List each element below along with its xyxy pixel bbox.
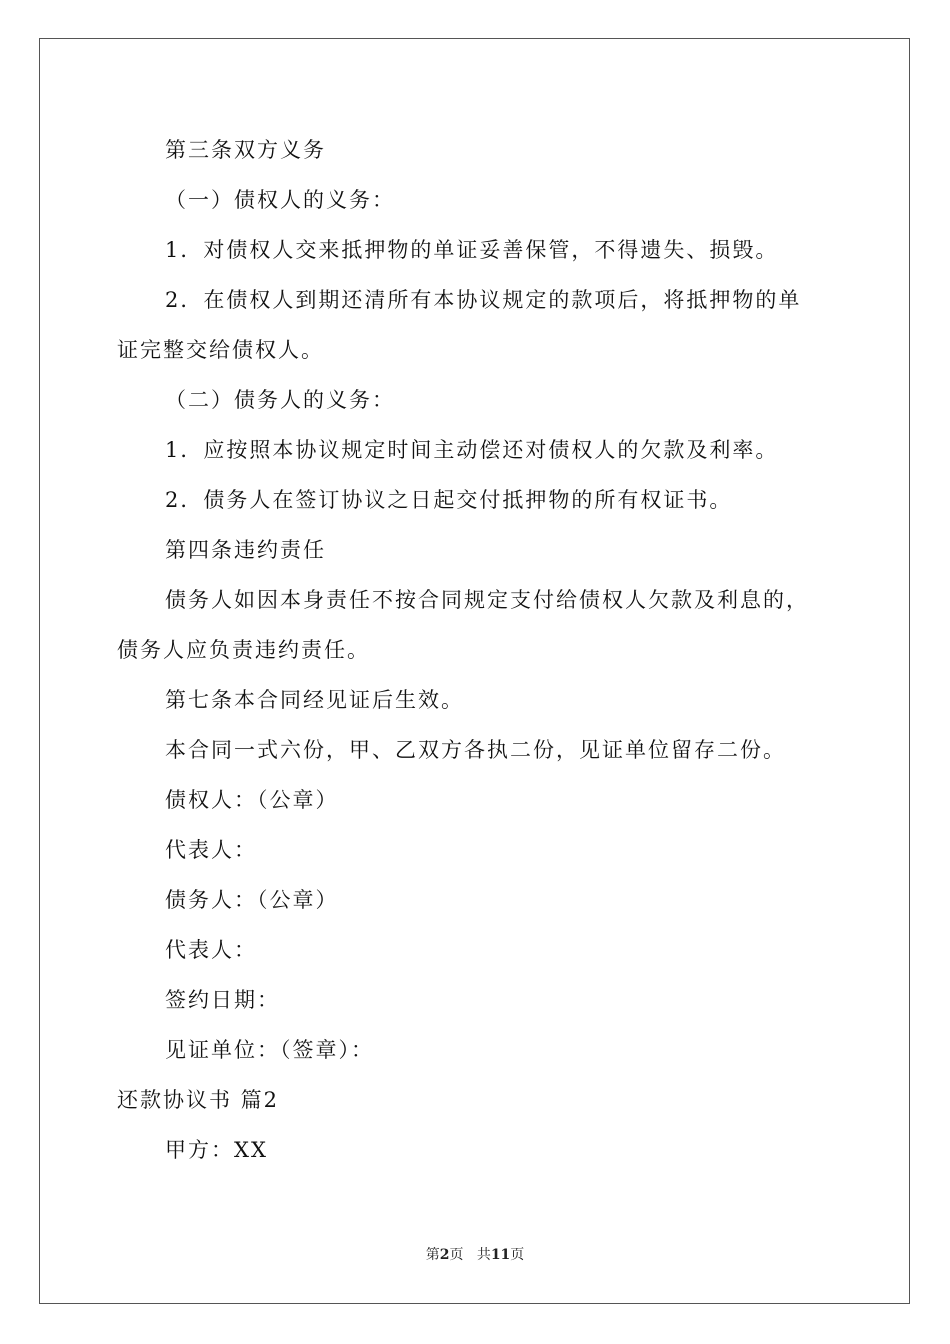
creditor-duties-heading: （一）债权人的义务： — [165, 188, 395, 212]
creditor-representative: 代表人： — [165, 838, 257, 862]
debtor-duty-1: 1．应按照本协议规定时间主动偿还对债权人的欠款及利率。 — [165, 438, 779, 462]
footer-total-suffix: 页 — [510, 1247, 525, 1263]
breach-paragraph: 债务人如因本身责任不按合同规定支付给债权人欠款及利息的， — [165, 588, 809, 612]
article-3-heading: 第三条双方义务 — [165, 138, 326, 162]
debtor-representative: 代表人： — [165, 938, 257, 962]
footer-page-number: 2 — [439, 1247, 450, 1263]
creditor-signature: 债权人：（公章） — [165, 788, 339, 812]
section-2-title: 还款协议书 篇2 — [117, 1088, 280, 1112]
footer-page-suffix: 页 — [449, 1247, 464, 1263]
debtor-duties-heading: （二）债务人的义务： — [165, 388, 395, 412]
article-4-heading: 第四条违约责任 — [165, 538, 326, 562]
creditor-duty-2: 2．在债权人到期还清所有本协议规定的款项后，将抵押物的单 — [165, 288, 802, 312]
copies-paragraph: 本合同一式六份，甲、乙双方各执二份，见证单位留存二份。 — [165, 738, 786, 762]
footer-page-prefix: 第 — [425, 1247, 440, 1263]
page-footer — [0, 1246, 950, 1264]
party-a: 甲方：XX — [165, 1138, 268, 1162]
debtor-signature: 债务人：（公章） — [165, 888, 339, 912]
breach-paragraph-cont: 债务人应负责违约责任。 — [117, 638, 370, 662]
article-7-heading: 第七条本合同经见证后生效。 — [165, 688, 464, 712]
footer-total-prefix: 共 — [476, 1247, 491, 1263]
debtor-duty-2: 2．债务人在签订协议之日起交付抵押物的所有权证书。 — [165, 488, 733, 512]
footer-total-number: 11 — [490, 1247, 511, 1263]
creditor-duty-2-cont: 证完整交给债权人。 — [117, 338, 324, 362]
creditor-duty-1: 1．对债权人交来抵押物的单证妥善保管，不得遗失、损毁。 — [165, 238, 779, 262]
witness-unit: 见证单位：（签章）： — [165, 1038, 374, 1062]
signing-date: 签约日期： — [165, 988, 280, 1012]
page-frame — [39, 38, 910, 1304]
